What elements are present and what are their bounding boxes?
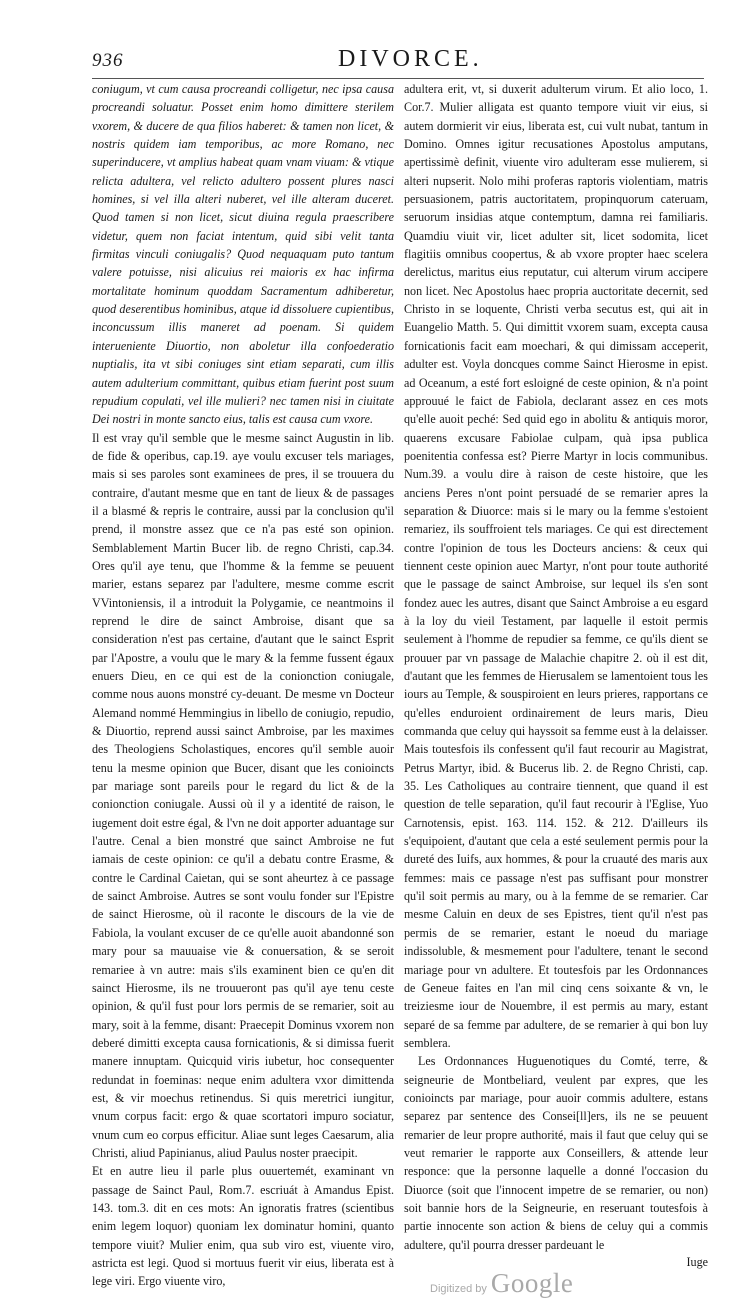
- catchword: Iuge: [686, 1255, 708, 1269]
- page-number: 936: [92, 50, 124, 71]
- left-paragraph-romans: Et en autre lieu il parle plus ouuertemét, examinant vn passage de Sainct Paul, Rom.7. escriuát à Amandus Epist. 143. tom.3. dit en ces mots: An ignoratis fratres (scientibus enim legem loquor) quoniam lex dominatur homini, quanto tempore viuit? Mulier enim, qua sub viro est, viuente viro, astricta est legi. Quod si mortuus fuerit vir eius, liberata est à lege viri. Ergo viuente viro,: [92, 1164, 394, 1289]
- watermark-digitized-text: Digitized by: [430, 1283, 487, 1295]
- left-paragraph-commentary: Il est vray qu'il semble que le mesme sainct Augustin in lib. de fide & operibus, cap.19. aye voulu excuser tels mariages, mais si ses paroles sont examinees de pres, il se trouuera du contraire, d'autant mesme que en tant de lieux & de passages il a blasmé & repris le contraire, aussi par la conclusion qu'il prend, il monstre assez que ce n'a pas esté son opinion. Semblablement Martin Bucer lib. de regno Christi, cap.34. Ores qu'il aye tenu, que l'homme & la femme se peuuent marier, estans separez par l'adultere, mesme comme escrit VVintoniensis, il a introduit la Polygamie, ce neantmoins il reprend le dire de sainct Ambroise, disant que sa consideration n'est pas certaine, d'autant que le sainct Esprit par l'Apostre, a voulu que le mary & la femme fussent égaux enuers Dieu, en ce qui est de la conionction coniugale, comme nous auons monstré cy-deuant. De mesme vn Docteur Alemand nommé Hemmingius in libello de coniugio, repudio, & Diuortio, reprend aussi sainct Ambroise, par les maximes des Theologiens Scholastiques, encores qu'il semble auoir tenu la mesme opinion que Bucer, disant que les conioincts par mariage sont pareils pour le regard du lict & de la conionction coniugale. Aussi où il y a identité de raison, le iugement doit estre égal, & l'vn ne doit apporter aduantage sur l'autre. Cenal a bien monstré que sainct Ambroise ne fut iamais de ceste opinion: ce qu'il a debatu contre Erasme, & contre le Cardinal Caietan, qui se sont aheurtez à ce passage de sainct Ambroise. Autres se sont voulu fonder sur l'Epistre de sainct Hierosme, où il raconte le discours de la vie de Fabiola, la voulant excuser de ce qu'elle auoit abandonné son mary pour sa mauuaise vie & conuersation, & se seroit remariee à vn autre: mais s'ils examinent bien ce qu'en dit sainct Hierosme, ils ne trouueront pas qu'il aye tenu ceste opinion, & qu'il fust pour lors permis de se remarier, soit au mary, soit à la femme, disant: Praecepit Dominus vxorem non deberé dimitti excepta causa fornicationis, & si dimissa fuerit manere innuptam. Quicquid viris iubetur, hoc consequenter redundat in foeminas: neque enim adultera vxor dimittenda est, & vir moechus retinendus. Si quis meretrici iungitur, vnum corpus facit: ergo & quae scortatori impuro sociatur, vnum cum eo corpus efficitur. Aliae sunt leges Caesarum, alia Christi, aliud Papinianus, aliud Paulus noster praecipit.: [92, 430, 394, 1160]
- left-column: [92, 80, 394, 1291]
- digitized-by-google-watermark: [430, 1268, 573, 1299]
- right-paragraph-montbeliard: Les Ordonnances Huguenotiques du Comté, terre, & seigneurie de Montbeliard, veulent par expres, que les conioincts par mariage, pour auoir commis adultere, estans separez par sentence des Consei[ll]ers, ils ne se peuuent remarier de leur propre authorité, mais il faut que celuy qui se veut remarier le rapporte aux Conseillers, & attende leur responce: que la personne laquelle a donné l'occasion du Diuorce (soit que l'innocent impetre de se remarier, ou non) soit bannie hors de la Seigneurie, en reseruant toutesfois à partie innocente son action & biens de celuy qui a commis adultere, qu'il pourra dresser pardeuant le: [404, 1054, 708, 1252]
- left-paragraph-latin-quote: coniugum, vt cum causa procreandi colligetur, nec ipsa causa procreandi soluatur. Posset enim homo dimittere sterilem vxorem, & ducere de qua filios haberet: & tamen non licet, & nostris quidem iam temporibus, ac more Romano, nec superinducere, vt amplius habeat quam vnam viuam: & vtique relicta adultera, vel relicto adultero possent plures nasci homines, si vel illa alteri nuberet, vel ille alteram duceret. Quod tamen si non licet, sicut diuina regula praescribere videtur, quem non faciat intentum, quid sibi velit tanta firmitas vinculi coniugalis? Quod nequaquam puto tantum valere potuisse, nisi alicuius rei maioris ex hac infirma mortalitate hominum quoddam Sacramentum adhiberetur, quod deserentibus hominibus, atque id dissoluere cupientibus, inconcussum illis maneret ad poenam. Si quidem interueniente Diuortio, non aboletur illa confoederatio nuptialis, ita vt sibi coniuges sint etiam separati, cum illis autem adulterium committant, quibus etiam fuerint post suum repudium copulati, vel ille mulieri? nec tamen nisi in ciuitate Dei nostri in monte sancto eius, talis est causa cum vxore.: [92, 82, 394, 427]
- running-title: DIVORCE.: [338, 46, 483, 72]
- right-paragraph-continuation: adultera erit, vt, si duxerit adulterum virum. Et alio loco, 1. Cor.7. Mulier alligata est quanto tempore viuit vir eius, si autem dormierit vir eius, liberata est, cui vult nubat, tantum in Domino. Omnes igitur recusationes Apostolus amputans, apertissimè definit, viuente viro adulteram esse mulierem, si alteri nupserit. Nolo mihi proferas raptoris violentiam, matris persuasionem, patris auctoritatem, propinquorum cateruam, seruorum insidias atque contemptum, damna rei familiaris. Quamdiu viuit vir, licet adulter sit, licet sodomita, licet flagitiis omnibus coopertus, & ab vxore propter haec scelera derelictus, maritus eius reputatur, cui alterum virum accipere non licet. Nec Apostolus haec propria auctoritate decernit, sed Christo in se loquente, Christi verba secutus est, qui ait in Euangelio Matth. 5. Qui dimittit vxorem suam, excepta causa fornicationis facit eam moechari, & qui dimissam acceperit, adulter est. Voyla doncques comme Sainct Hierosme in epist. ad Oceanum, a esté fort esloigné de ceste opinion, & n'a point approuué le faict de Fabiola, declarant assez en ces mots qu'elle auoit peché: Sed quid ego in abolitu & antiquis moror, quaerens excusare Fabiolae culpam, quà ipsa publica poenitentia confessa est? Pierre Martyr in locis communibus. Num.39. a voulu dire à raison de ceste histoire, que les anciens Peres n'ont point persuadé de se remarier apres la separation & Diuorce: mais si le mary ou la femme s'estoient remariez, ils souffroient tels mariages. Ce qui est directement contre l'opinion de tous les Docteurs anciens: & ceux qui tiennent ceste opinion auec Martyr, n'ont pour toute authorité que le passage de sainct Ambroise, sur lequel ils s'en sont fondez auec les autres, disant que Sainct Ambroise a eu esgard à la loy du vieil Testament, par laquelle il estoit permis seulement à l'homme de repudier sa femme, ce qu'ils dient se prouuer par vn passage de Malachie chapitre 2. où il est dit, d'autant que les femmes de Hierusalem se lamentoient tous les iours au Temple, & souspiroient en leurs prieres, rapportans ce qu'elles enduroient ordinairement de leurs maris, Dieu commanda que celuy qui hayssoit sa femme eust à la delaisser. Mais toutesfois ils confessent qu'il faut recourir au Magistrat, Petrus Martyr, ibid. & Bucerus lib. 2. de Regno Christi, cap. 35. Les Catholiques au contraire tiennent, que quand il est question de telle separation, qu'il faut recourir à l'Eglise, Yuo Carnotensis, epist. 163. 114. 152. & 212. D'ailleurs ils s'equipoient, d'autant que cela a esté seulement permis pour la dureté des Iuifs, aux hommes, & pour la cruauté des maris aux femmes: mais ce passage n'est pas suffisant pour monstrer qu'il soit permis au mary, ou à la femme de se remarier. Car mesme Caluin en deux de ses Epistres, tient qu'il n'est pas permis de se remarier, estant le noeud du mariage indissoluble, & mesmement pour l'adultere, tenant le second mariage pour vn adultere. Et toutesfois par les Ordonnances de Geneue faites en l'an mil cinq cens soixante & vn, le treiziesme iour de Nouembre, il est permis au mary, estant separé de sa femme par adultere, de se remarier à qui bon luy semblera.: [404, 82, 708, 1050]
- header-rule: [92, 78, 704, 79]
- google-logo: Google: [490, 1268, 574, 1298]
- right-column: [404, 80, 708, 1271]
